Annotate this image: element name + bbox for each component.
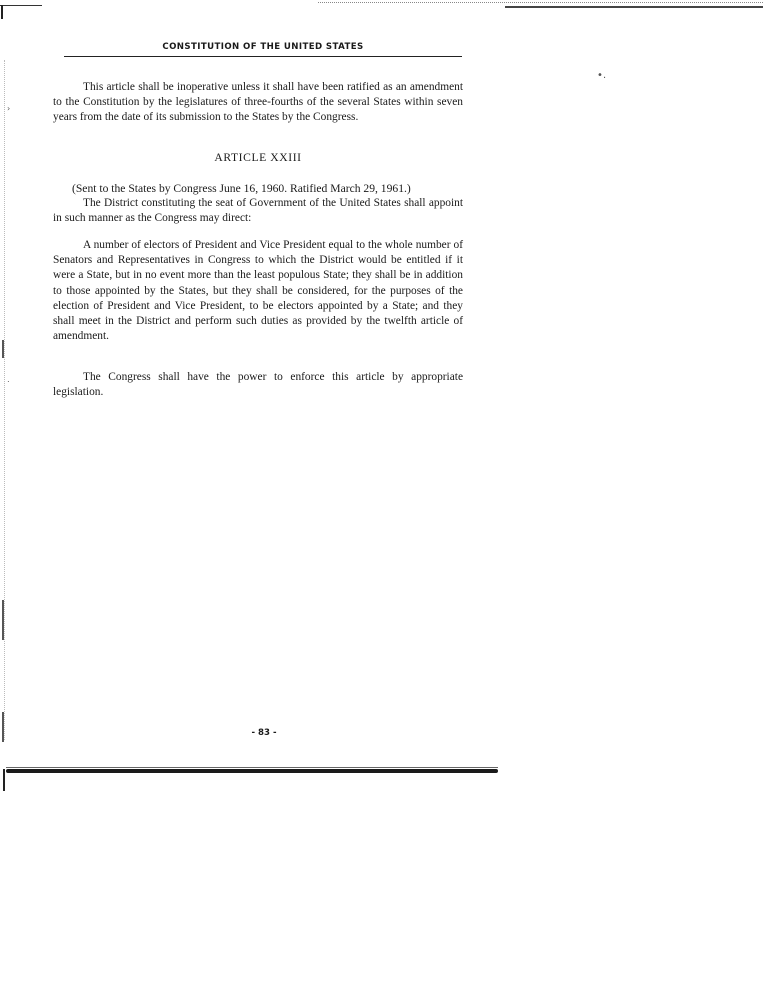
previous-article-closing-paragraph: This article shall be inoperative unless it shall have been ratified as an amendment to the Constitution by the legislatures of three-fourths of the several States within seven years from the date of its submission to the States by the Congress. [53, 81, 463, 124]
scan-margin-tick [2, 340, 4, 358]
scan-margin-specks [4, 60, 11, 740]
article-paragraph: The Congress shall have the power to enforce this article by appropriate legislation. [53, 371, 463, 399]
scan-top-rule [505, 6, 763, 8]
scan-margin-tick [2, 600, 4, 640]
scan-speck: ․ [7, 375, 10, 384]
header-rule [64, 56, 462, 57]
scan-corner-mark [3, 769, 5, 791]
scan-margin-tick [2, 712, 4, 742]
scan-corner-mark [1, 5, 3, 19]
article-title: ARTICLE XXIII [214, 151, 302, 164]
article-paragraph: A number of electors of President and Vice President equal to the whole number of Senators and Representatives in Congress to which the District would be entitled if it were a State, but in no event more than the least populous State; they shall be in addition to those appointed by the States, but they shall be considered, for the purposes of the election of President and Vice President, to be electors appointed by a State; and they shall meet in the District and perform such duties as provided by the twelfth article of amendment. [53, 239, 463, 343]
scan-bottom-rule [6, 767, 498, 768]
article-paragraph: The District constituting the seat of Government of the United States shall appoint in such manner as the Congress may direct: [53, 197, 463, 225]
scan-corner-mark [0, 5, 42, 6]
scan-dotted-edge [318, 2, 763, 3]
running-header: CONSTITUTION OF THE UNITED STATES [162, 42, 364, 52]
article-history-note: (Sent to the States by Congress June 16, 1960. Ratified March 29, 1961.) [72, 182, 411, 195]
page-number: - 83 - [251, 728, 277, 738]
scan-speck: › [7, 104, 11, 113]
scan-bottom-rule [6, 769, 498, 773]
scan-speck: •․ [597, 70, 607, 81]
